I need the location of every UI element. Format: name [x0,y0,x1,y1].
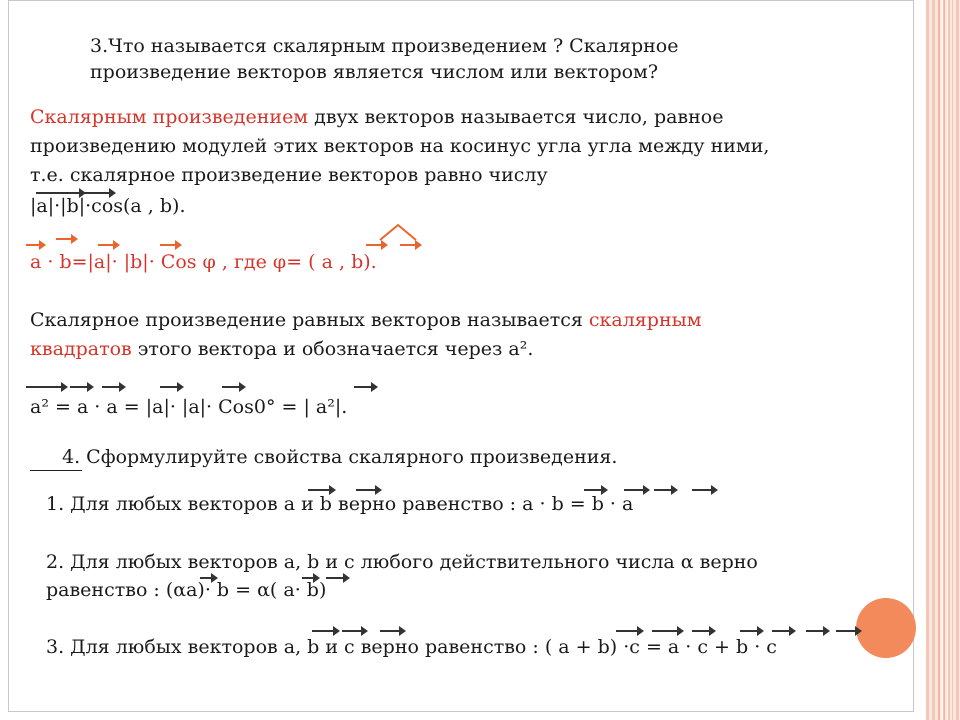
definition-line1 [30,104,723,130]
vector-arrow-icon [692,630,714,632]
square-line1-start: Скалярное произведение равных векторов называется [30,309,589,331]
vector-arrow-icon [740,630,762,632]
vector-arrow-icon [654,489,676,491]
property-1: 1. Для любых векторов a и b верно равенство : a · b = b · a [46,493,634,515]
formula1: a · b=|a|· |b|· Cos φ , где φ= ( a , b). [30,251,377,273]
vector-arrow-icon [772,630,794,632]
question4-underline [30,470,82,471]
vector-arrow-icon [400,244,420,246]
vector-arrow-icon [70,386,92,388]
vector-arrow-icon [692,489,716,491]
definition-line4: |a|·|b|·cos(a , b). [30,195,186,217]
definition-term: Скалярным произведением [30,106,309,128]
vector-arrow-icon [56,238,76,240]
vector-arrow-icon [98,244,118,246]
question4: 4. Сформулируйте свойства скалярного произведения. [62,446,618,468]
vector-arrow-icon [102,386,124,388]
vector-arrow-icon [652,630,682,632]
vector-arrow-icon [380,630,404,632]
vector-arrow-icon [26,244,44,246]
vector-arrow-icon [836,630,860,632]
definition-line2: произведению модулей этих векторов на косинус угла угла между ними, [30,135,770,157]
vector-arrow-icon [160,386,182,388]
question3-line2: произведение векторов является числом или вектором? [90,61,659,83]
square-line2 [30,336,533,362]
vector-arrow-icon [326,577,348,579]
definition-line3: т.е. скалярное произведение векторов равно числу [30,164,548,186]
vector-arrow-icon [354,386,376,388]
vector-arrow-icon [342,630,366,632]
square-line1 [30,307,702,333]
decorative-circle [856,598,916,658]
vector-arrow-icon [806,630,828,632]
vector-arrow-icon [366,244,386,246]
square-term-part1: скалярным [588,309,702,331]
square-line2-rest: этого вектора и обозначается через a². [131,338,534,360]
square-formula: a² = a · a = |a|· |a|· Cos0° = | a²|. [30,396,348,418]
definition-line1-rest: двух векторов называется число, равное [308,106,724,128]
vector-arrow-icon [312,630,338,632]
square-term-part2: квадратов [30,338,132,360]
angle-hat-icon [378,222,418,242]
property-2-line1: 2. Для любых векторов a, b и c любого действительного числа α верно [46,551,758,573]
vector-arrow-icon [222,386,244,388]
vector-arrow-icon [616,630,642,632]
decorative-stripes [926,0,960,720]
vector-arrow-icon [160,244,180,246]
property-3: 3. Для любых векторов a, b и c верно равенство : ( a + b) ·c = a · c + b · c [46,636,777,658]
vector-arrow-icon [26,386,66,388]
question3-line1: 3.Что называется скалярным произведением ? Скалярное [90,35,679,57]
property-2-line2: равенство : (αa)· b = α( a· b) [46,579,327,601]
